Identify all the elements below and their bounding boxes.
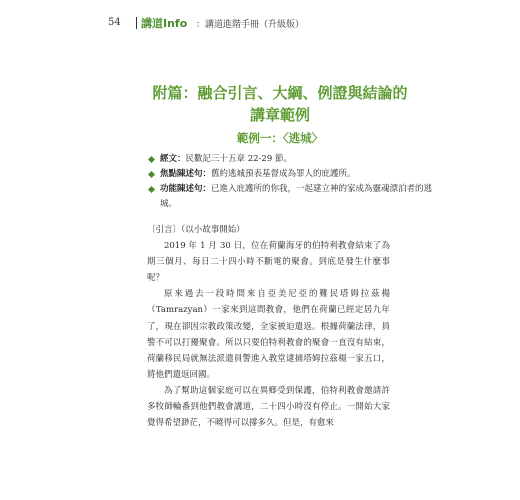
bullet-scripture (147, 152, 447, 167)
paragraph: 原來過去一段時間來自亞美尼亞的難民塔姆拉茲楊（Tamrazyan）一家來到這間教會，他們在荷蘭已經定居九年了，現在卻因宗教政策改變，全家被迫遣返。根據荷蘭法律，員警不可以打擾聚會。所以只要伯特利教會的聚會一直沒有結束，荷蘭移民局就無法派遣員警進入教堂逮捕塔姆拉茲楊一家五口，將他們遣返回國。 (147, 289, 390, 380)
paragraph: 為了幫助這個家庭可以在異鄉受到保護，伯特利教會邀請許多牧師輪番到他們教會講道，二十四小時沒有停止。一開始大家覺得希望渺茫，不曉得可以撐多久。但是，有愈來 (147, 385, 390, 429)
bullet-key: 功能陳述句： (160, 184, 212, 194)
intro-label: 〔引言〕（以小故事開始） (147, 225, 245, 235)
chapter-title (120, 82, 440, 126)
book-brand: 講道Info (141, 17, 188, 30)
bullet-text: 民數記三十五章 22-29 節。 (185, 154, 292, 164)
bullet-function-statement (147, 182, 447, 212)
page-header (108, 15, 428, 35)
paragraph: 2019 年 1 月 30 日，位在荷蘭海牙的伯特利教會結束了為期三個月、每日二十四小時不斷電的聚會。到底是發生什麼事呢？ (147, 241, 390, 284)
bullet-text: 已進入庇護所的你我，一起建立神的家成為靈魂漂泊者的逃城。 (160, 184, 433, 209)
example-heading: 範例一：〈逃城〉 (236, 131, 324, 145)
summary-bullet-list (147, 152, 447, 212)
diamond-bullet-icon (148, 186, 155, 193)
book-subtitle: ：講道進階手冊（升級版） (196, 20, 305, 30)
header-divider (136, 17, 137, 29)
chapter-title-line-2: 講章範例 (249, 106, 310, 124)
bullet-key: 經文： (160, 154, 186, 164)
page-number: 54 (108, 17, 121, 28)
bullet-focus-statement (147, 167, 447, 182)
chapter-title-line-1: 附篇：融合引言、大綱、例證與結論的 (152, 84, 408, 102)
diamond-bullet-icon (148, 171, 155, 178)
bullet-key: 焦點陳述句： (160, 169, 212, 179)
bullet-text: 舊約逃城預表基督成為罪人的庇護所。 (211, 169, 356, 179)
body-text (147, 222, 390, 431)
diamond-bullet-icon (148, 156, 155, 163)
